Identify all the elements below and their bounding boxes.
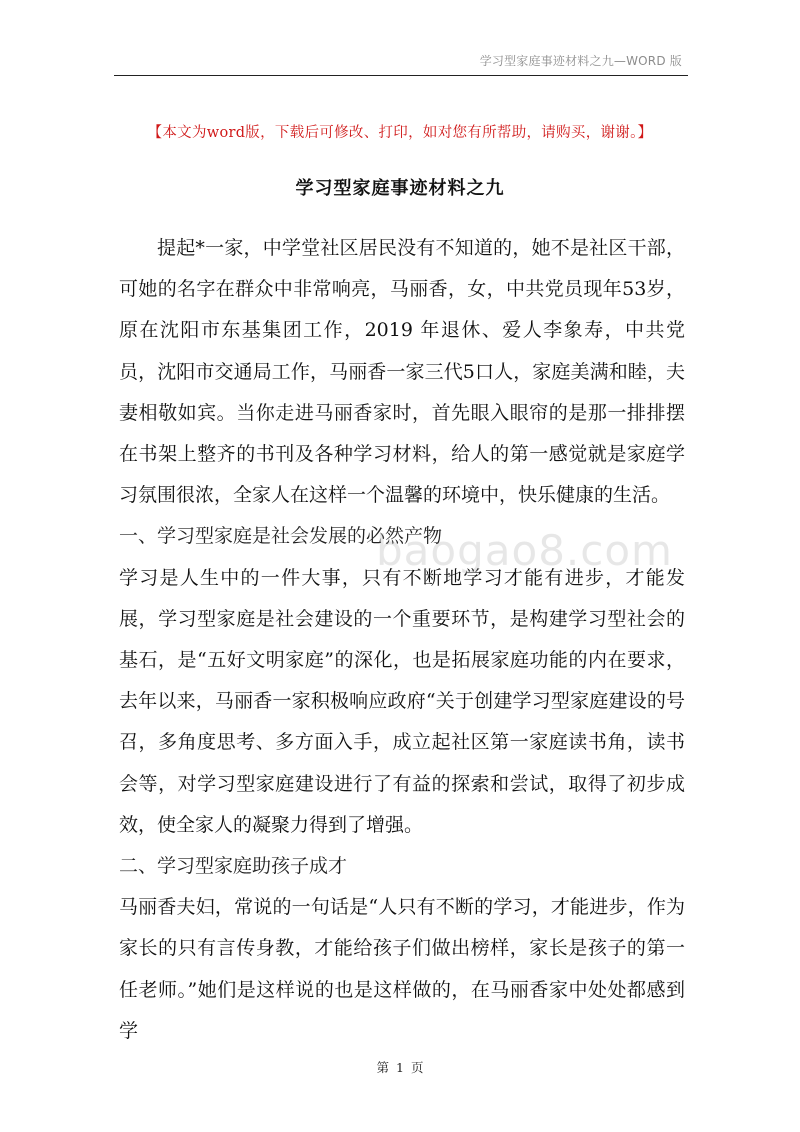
document-title: 学习型家庭事迹材料之九 xyxy=(295,178,505,199)
section-heading-2: 二、学习型家庭助孩子成才 xyxy=(119,855,348,878)
paragraph-intro: 提起*一家，中学堂社区居民没有不知道的，她不是社区干部，可她的名字在群众中非常响亮，马丽香，女，中共党员现年53岁，原在沈阳市东基集团工作，2019 年退休、爱人李象寿，中共党员，沈阳市交通局工作，马丽香一家三代5口人，家庭美满和睦，夫妻相敬如宾。当你走进马丽香家时，首先眼入眼帘的是那一排排摆在书架上整齐的书刊及各种学习材料，给人的第一感觉就是家庭学习氛围很浓，全家人在这样一个温馨的环境中，快乐健康的生活。 xyxy=(119,237,685,507)
purchase-notice: 【本文为word版，下载后可修改、打印，如对您有所帮助，请购买，谢谢。】 xyxy=(147,125,653,141)
document-body xyxy=(119,228,685,1052)
paragraph-section-1: 学习是人生中的一件大事，只有不断地学习才能有进步，才能发展，学习型家庭是社会建设的一个重要环节，是构建学习型社会的基石，是“五好文明家庭”的深化，也是拓展家庭功能的内在要求，去年以来，马丽香一家积极响应政府“关于创建学习型家庭建设的号召，多角度思考、多方面入手，成立起社区第一家庭读书角，读书会等，对学习型家庭建设进行了有益的探索和尝试，取得了初步成效，使全家人的凝聚力得到了增强。 xyxy=(119,566,685,836)
page-number: 第 1 页 xyxy=(376,1060,424,1075)
section-heading-1: 一、学习型家庭是社会发展的必然产物 xyxy=(119,525,443,548)
watermark: baogao8.com xyxy=(376,526,673,575)
paragraph-section-2: 马丽香夫妇，常说的一句话是“人只有不断的学习，才能进步，作为家长的只有言传身教，才能给孩子们做出榜样，家长是孩子的第一任老师。”她们是这样说的也是这样做的，在马丽香家中处处都感到学 xyxy=(119,896,685,1042)
running-header: 学习型家庭事迹材料之九—WORD 版 xyxy=(479,54,682,68)
header-divider xyxy=(114,75,688,76)
